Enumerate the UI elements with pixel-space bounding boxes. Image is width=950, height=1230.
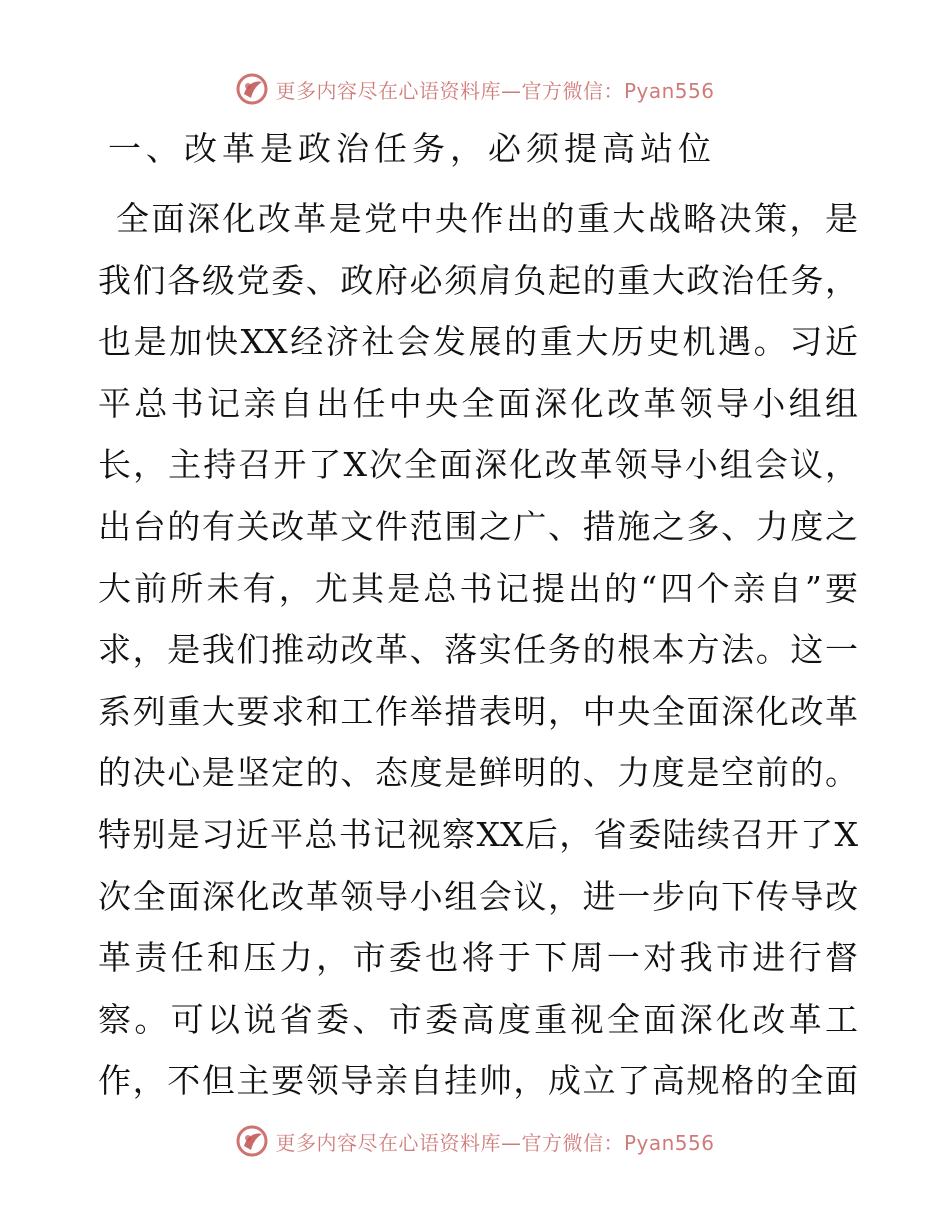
text-line: 我们各级党委、政府必须肩负起的重大政治任务， (98, 260, 858, 300)
text-line: 求，是我们推动改革、落实任务的根本方法。这一 (98, 630, 858, 670)
text-line: 特别是习近平总书记视察XX后，省委陆续召开了X (98, 814, 858, 854)
text-line: 全面深化改革是党中央作出的重大战略决策，是 (116, 199, 858, 238)
watermark-footer (0, 1124, 950, 1158)
brand-logo-icon (235, 1124, 269, 1158)
text-line: 出台的有关改革文件范围之广、措施之多、力度之 (98, 506, 858, 546)
text-line: 察。可以说省委、市委高度重视全面深化改革工 (98, 999, 858, 1039)
text-line: 长，主持召开了X次全面深化改革领导小组会议， (98, 445, 858, 485)
section-heading: 一、改革是政治任务，必须提高站位 (108, 129, 716, 168)
text-line: 作，不但主要领导亲自挂帅，成立了高规格的全面 (98, 1061, 858, 1101)
text-line: 平总书记亲自出任中央全面深化改革领导小组组 (98, 383, 858, 423)
watermark-text: 更多内容尽在心语资料库—官方微信：Pyan556 (275, 1130, 715, 1155)
text-line: 也是加快XX经济社会发展的重大历史机遇。习近 (98, 322, 858, 362)
brand-logo-icon (235, 72, 269, 106)
text-line: 革责任和压力，市委也将于下周一对我市进行督 (98, 938, 858, 978)
text-line: 次全面深化改革领导小组会议，进一步向下传导改 (98, 876, 858, 916)
text-line: 系列重大要求和工作举措表明，中央全面深化改革 (98, 691, 858, 731)
watermark-header (0, 72, 950, 106)
watermark-text: 更多内容尽在心语资料库—官方微信：Pyan556 (275, 78, 715, 103)
body-paragraph (98, 188, 858, 1112)
text-line: 的决心是坚定的、态度是鲜明的、力度是空前的。 (98, 753, 858, 793)
text-line: 大前所未有，尤其是总书记提出的“四个亲自”要 (98, 568, 858, 608)
